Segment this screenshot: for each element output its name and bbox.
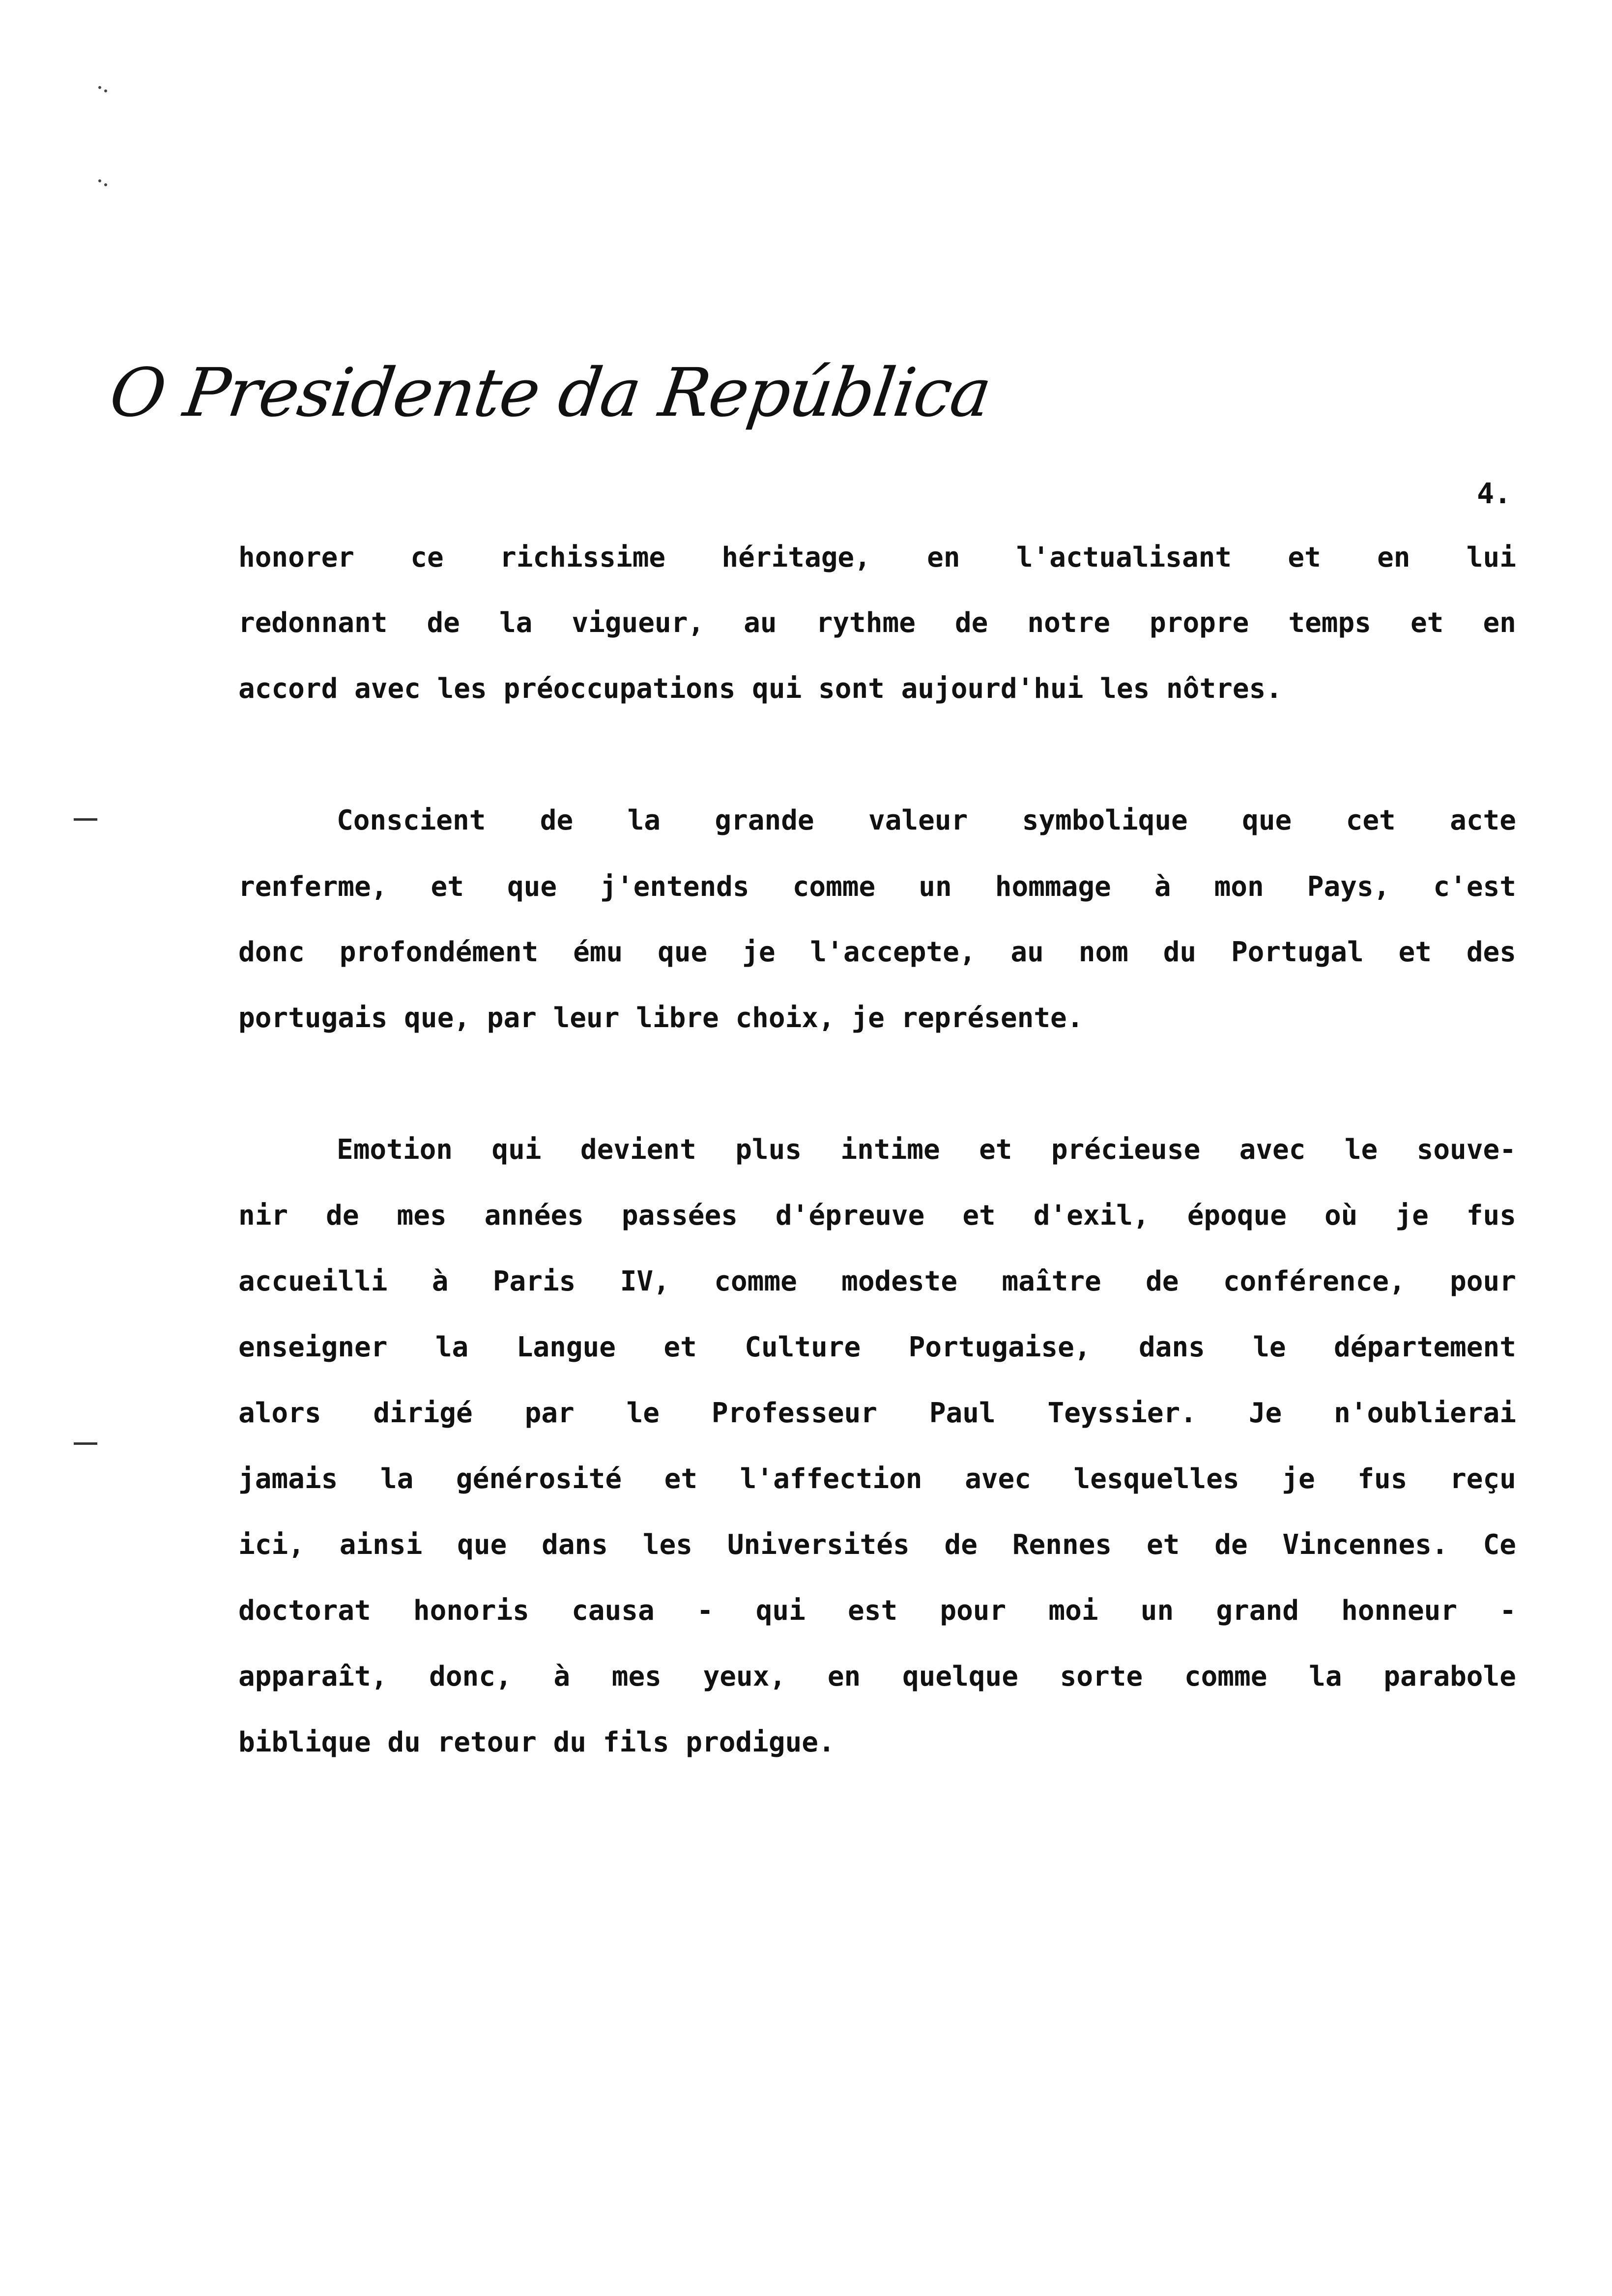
paragraph-line: [238, 1262, 1516, 1301]
word: au: [744, 607, 777, 639]
word: de: [1146, 1265, 1179, 1297]
word: précieuse: [1051, 1134, 1201, 1166]
word: reçu: [1450, 1463, 1516, 1495]
word: apparaît,: [238, 1661, 388, 1693]
word: acte: [1450, 804, 1516, 836]
word: lui: [1466, 542, 1516, 574]
word: je: [742, 936, 776, 968]
word: honneur: [1341, 1595, 1458, 1627]
word: pour: [1450, 1265, 1516, 1297]
word: d'exil,: [1033, 1200, 1150, 1232]
word: le: [1344, 1134, 1378, 1166]
word: jamais: [238, 1463, 338, 1495]
word: de: [1214, 1529, 1248, 1561]
paragraph-line: [238, 1460, 1516, 1499]
word: propre: [1150, 607, 1249, 639]
word: et: [962, 1200, 996, 1232]
word: à: [553, 1661, 571, 1693]
word: causa: [572, 1595, 655, 1627]
word: la: [499, 607, 533, 639]
word: renferme,: [238, 871, 388, 903]
word: et: [1288, 542, 1321, 574]
margin-dot-4: [104, 183, 107, 186]
word: la: [380, 1463, 414, 1495]
word: Professeur: [711, 1397, 877, 1429]
word: en: [927, 542, 960, 574]
letterhead: O Presidente da República: [105, 354, 995, 432]
word: et: [1146, 1529, 1180, 1561]
word: ce: [410, 542, 444, 574]
word: parabole: [1383, 1661, 1516, 1693]
word: mes: [397, 1200, 447, 1232]
word: en: [1377, 542, 1410, 574]
word: j'entends: [600, 871, 749, 903]
word: Je: [1248, 1397, 1282, 1429]
paragraph-line: portugais que, par leur libre choix, je représente.: [238, 1002, 1084, 1034]
word: -: [696, 1595, 714, 1627]
word: valeur: [868, 804, 968, 836]
word: yeux,: [703, 1661, 786, 1693]
word: pour: [940, 1595, 1007, 1627]
paragraph-line: [238, 867, 1516, 907]
word: donc: [238, 936, 305, 968]
word: hommage: [995, 871, 1111, 903]
paragraph-line: [238, 1394, 1516, 1433]
word: au: [1010, 936, 1044, 968]
margin-dot-3: [98, 179, 101, 182]
word: accueilli: [238, 1265, 388, 1297]
word: rythme: [816, 607, 916, 639]
word: en: [827, 1661, 861, 1693]
margin-tick-1: [74, 818, 97, 821]
word: années: [484, 1200, 584, 1232]
word: ému: [573, 936, 623, 968]
paragraph-line: [238, 538, 1516, 577]
word: dirigé: [373, 1397, 473, 1429]
word: les: [642, 1529, 692, 1561]
page-number: 4.: [1477, 477, 1511, 510]
word: la: [627, 804, 661, 836]
word: fus: [1357, 1463, 1408, 1495]
word: et: [979, 1134, 1012, 1166]
word: Vincennes.: [1282, 1529, 1448, 1561]
word: ainsi: [339, 1529, 423, 1561]
word: comme: [714, 1265, 797, 1297]
paragraph-line: [238, 1657, 1516, 1696]
word: grande: [715, 804, 814, 836]
word: l'actualisant: [1016, 542, 1232, 574]
paragraph-line: accord avec les préoccupations qui sont aujourd'hui les nôtres.: [238, 673, 1283, 705]
word: donc,: [429, 1661, 512, 1693]
word: et: [1398, 936, 1432, 968]
word: modeste: [841, 1265, 958, 1297]
word: comme: [1184, 1661, 1267, 1693]
word: Portugaise,: [908, 1331, 1091, 1363]
word: honoris: [413, 1595, 529, 1627]
word: et: [664, 1463, 698, 1495]
word: lesquelles: [1073, 1463, 1239, 1495]
word: générosité: [456, 1463, 622, 1495]
word: un: [919, 871, 952, 903]
word: IV,: [620, 1265, 670, 1297]
word: cet: [1346, 804, 1396, 836]
paragraph-line: [337, 801, 1516, 840]
word: la: [435, 1331, 469, 1363]
paragraph-line: [238, 1591, 1516, 1631]
word: mon: [1214, 871, 1264, 903]
word: et: [663, 1331, 697, 1363]
word: époque: [1187, 1200, 1287, 1232]
word: richissime: [499, 542, 666, 574]
word: plus: [735, 1134, 802, 1166]
word: à: [1154, 871, 1171, 903]
word: Emotion: [337, 1134, 453, 1166]
word: profondément: [339, 936, 539, 968]
word: enseigner: [238, 1331, 388, 1363]
word: que: [457, 1529, 507, 1561]
word: l'affection: [740, 1463, 922, 1495]
word: honorer: [238, 542, 355, 574]
word: par: [524, 1397, 575, 1429]
word: Langue: [516, 1331, 616, 1363]
word: ici,: [238, 1529, 305, 1561]
word: qui: [491, 1134, 542, 1166]
word: Paul: [929, 1397, 996, 1429]
word: je: [1395, 1200, 1429, 1232]
word: maître: [1002, 1265, 1101, 1297]
word: alors: [238, 1397, 321, 1429]
word: que: [1242, 804, 1292, 836]
word: doctorat: [238, 1595, 371, 1627]
word: quelque: [902, 1661, 1018, 1693]
word: passées: [621, 1200, 738, 1232]
word: devient: [580, 1134, 696, 1166]
word: Universités: [727, 1529, 910, 1561]
paragraph-line: [238, 1196, 1516, 1235]
word: Teyssier.: [1047, 1397, 1197, 1429]
word: héritage,: [721, 542, 871, 574]
paragraph-line: [238, 933, 1516, 972]
word: en: [1483, 607, 1516, 639]
word: qui: [755, 1595, 806, 1627]
word: le: [1253, 1331, 1286, 1363]
word: d'épreuve: [775, 1200, 925, 1232]
word: comme: [792, 871, 876, 903]
word: département: [1334, 1331, 1516, 1363]
word: notre: [1027, 607, 1110, 639]
word: Conscient: [337, 804, 486, 836]
word: à: [432, 1265, 449, 1297]
word: le: [626, 1397, 660, 1429]
word: de: [326, 1200, 359, 1232]
word: la: [1309, 1661, 1342, 1693]
word: et: [431, 871, 464, 903]
word: Pays,: [1307, 871, 1390, 903]
word: Paris: [492, 1265, 576, 1297]
word: est: [848, 1595, 898, 1627]
word: et: [1410, 607, 1444, 639]
word: où: [1324, 1200, 1358, 1232]
word: du: [1163, 936, 1197, 968]
word: nom: [1078, 936, 1128, 968]
word: nir: [238, 1200, 288, 1232]
word: dans: [542, 1529, 608, 1561]
word: sorte: [1060, 1661, 1143, 1693]
word: Portugal: [1231, 936, 1364, 968]
word: Ce: [1483, 1529, 1516, 1561]
word: de: [540, 804, 574, 836]
word: fus: [1466, 1200, 1516, 1232]
word: temps: [1288, 607, 1371, 639]
margin-dot-2: [104, 89, 107, 92]
word: n'oublierai: [1334, 1397, 1516, 1429]
word: symbolique: [1022, 804, 1188, 836]
word: conférence,: [1223, 1265, 1406, 1297]
paragraph-line: [238, 1525, 1516, 1565]
word: des: [1466, 936, 1516, 968]
paragraph-line: [238, 603, 1516, 643]
margin-tick-2: [74, 1442, 97, 1445]
word: Culture: [745, 1331, 861, 1363]
word: moi: [1048, 1595, 1098, 1627]
word: intime: [840, 1134, 940, 1166]
paragraph-line: biblique du retour du fils prodigue.: [238, 1726, 835, 1758]
paragraph-line: [238, 1328, 1516, 1367]
word: vigueur,: [572, 607, 705, 639]
word: de: [944, 1529, 978, 1561]
word: que: [658, 936, 708, 968]
word: je: [1282, 1463, 1315, 1495]
word: avec: [965, 1463, 1031, 1495]
word: grand: [1216, 1595, 1299, 1627]
word: mes: [611, 1661, 662, 1693]
word: dans: [1138, 1331, 1205, 1363]
word: -: [1499, 1595, 1516, 1627]
word: avec: [1239, 1134, 1306, 1166]
margin-dot-1: [98, 86, 101, 89]
word: l'accepte,: [810, 936, 976, 968]
word: c'est: [1433, 871, 1516, 903]
word: souve-: [1416, 1134, 1516, 1166]
word: Rennes: [1012, 1529, 1112, 1561]
word: de: [954, 607, 988, 639]
word: redonnant: [238, 607, 388, 639]
word: de: [427, 607, 460, 639]
paragraph-line: [337, 1130, 1516, 1170]
word: que: [507, 871, 557, 903]
word: un: [1140, 1595, 1174, 1627]
